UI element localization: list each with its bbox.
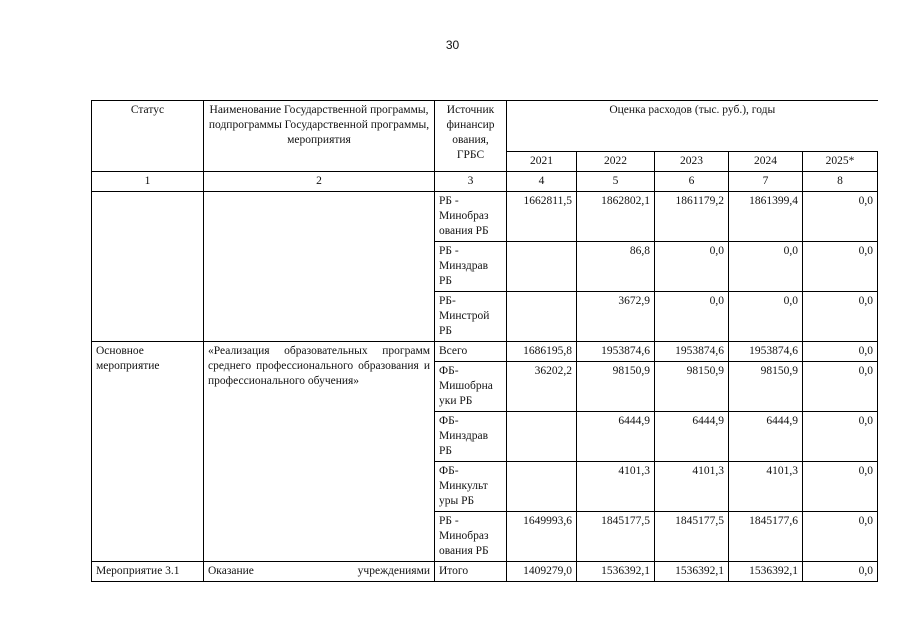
source-cell: РБ- Минстрой РБ (435, 292, 507, 342)
value-cell: 98150,9 (655, 362, 729, 412)
source-cell: Всего (435, 342, 507, 362)
status-cell: Основное мероприятие (92, 342, 204, 562)
value-cell: 3672,9 (577, 292, 655, 342)
header-year: 2022 (577, 152, 655, 172)
header-year: 2023 (655, 152, 729, 172)
value-cell: 1536392,1 (729, 562, 803, 582)
header-row (92, 101, 878, 152)
status-cell (92, 192, 204, 342)
expense-estimate-table (91, 100, 878, 582)
value-cell: 1845177,6 (729, 512, 803, 562)
value-cell: 36202,2 (507, 362, 577, 412)
name-cell (204, 192, 435, 342)
column-number: 5 (577, 172, 655, 192)
header-year: 2021 (507, 152, 577, 172)
name-cell: «Реализация образовательных программ среднего профессионального образования и профессионального обучения» (204, 342, 435, 562)
value-cell: 1536392,1 (577, 562, 655, 582)
header-year: 2025* (803, 152, 878, 172)
value-cell: 0,0 (803, 192, 878, 242)
value-cell: 0,0 (803, 292, 878, 342)
value-cell: 1953874,6 (577, 342, 655, 362)
value-cell: 1845177,5 (655, 512, 729, 562)
value-cell (507, 462, 577, 512)
value-cell: 4101,3 (729, 462, 803, 512)
source-cell: ФБ- Минкульт уры РБ (435, 462, 507, 512)
value-cell: 0,0 (803, 462, 878, 512)
header-year: 2024 (729, 152, 803, 172)
source-cell: ФБ- Минздрав РБ (435, 412, 507, 462)
value-cell (507, 242, 577, 292)
value-cell: 1861179,2 (655, 192, 729, 242)
value-cell: 0,0 (803, 362, 878, 412)
value-cell: 0,0 (729, 292, 803, 342)
table-row (92, 342, 878, 362)
header-estimate: Оценка расходов (тыс. руб.), годы (507, 101, 878, 152)
status-cell: Мероприятие 3.1 (92, 562, 204, 582)
value-cell: 0,0 (803, 512, 878, 562)
column-numbers-row (92, 172, 878, 192)
column-number: 6 (655, 172, 729, 192)
value-cell: 0,0 (803, 342, 878, 362)
value-cell: 6444,9 (729, 412, 803, 462)
table-row (92, 192, 878, 242)
name-cell: Оказание учреждениями (204, 562, 435, 582)
page-number: 30 (445, 38, 460, 52)
value-cell: 1649993,6 (507, 512, 577, 562)
value-cell: 0,0 (729, 242, 803, 292)
value-cell: 1953874,6 (729, 342, 803, 362)
value-cell: 4101,3 (577, 462, 655, 512)
value-cell: 86,8 (577, 242, 655, 292)
source-cell: Итого (435, 562, 507, 582)
header-status: Статус (92, 101, 204, 172)
header-name: Наименование Государственной программы, подпрограммы Государственной программы, мероприятия (204, 101, 435, 172)
source-cell: ФБ- Мишобрна уки РБ (435, 362, 507, 412)
value-cell: 1861399,4 (729, 192, 803, 242)
value-cell: 6444,9 (655, 412, 729, 462)
table-row (92, 562, 878, 582)
value-cell: 0,0 (655, 242, 729, 292)
value-cell: 1662811,5 (507, 192, 577, 242)
value-cell: 1686195,8 (507, 342, 577, 362)
column-number: 7 (729, 172, 803, 192)
value-cell: 1536392,1 (655, 562, 729, 582)
column-number: 4 (507, 172, 577, 192)
source-cell: РБ - Минздрав РБ (435, 242, 507, 292)
value-cell: 0,0 (803, 412, 878, 462)
value-cell (507, 412, 577, 462)
column-number: 3 (435, 172, 507, 192)
value-cell: 0,0 (655, 292, 729, 342)
value-cell: 4101,3 (655, 462, 729, 512)
value-cell: 0,0 (803, 562, 878, 582)
value-cell: 1845177,5 (577, 512, 655, 562)
value-cell: 6444,9 (577, 412, 655, 462)
value-cell: 1862802,1 (577, 192, 655, 242)
source-cell: РБ - Минобраз ования РБ (435, 192, 507, 242)
column-number: 1 (92, 172, 204, 192)
value-cell: 1409279,0 (507, 562, 577, 582)
value-cell (507, 292, 577, 342)
value-cell: 1953874,6 (655, 342, 729, 362)
column-number: 2 (204, 172, 435, 192)
column-number: 8 (803, 172, 878, 192)
header-source: Источник финансир ования, ГРБС (435, 101, 507, 172)
value-cell: 98150,9 (577, 362, 655, 412)
value-cell: 98150,9 (729, 362, 803, 412)
source-cell: РБ - Минобраз ования РБ (435, 512, 507, 562)
value-cell: 0,0 (803, 242, 878, 292)
